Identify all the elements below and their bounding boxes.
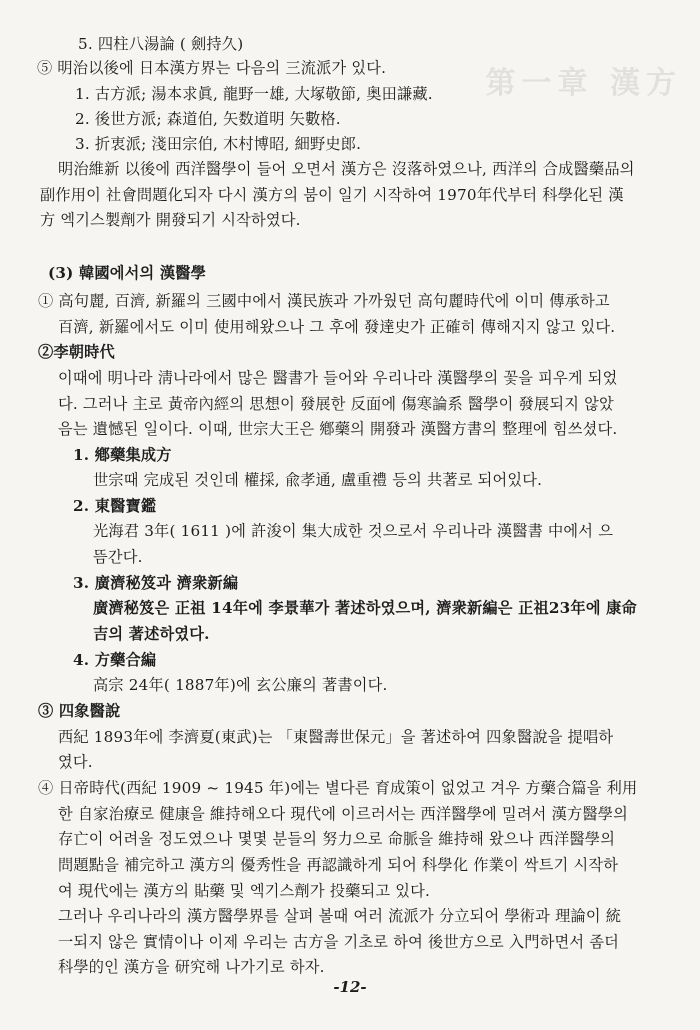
text-line-15: 음는 遺憾된 일이다. 이때, 世宗大王은 鄕藥의 開發과 漢醫方書의 整理에 힘쓰셨다.	[58, 420, 618, 438]
text-line-22: 廣濟秘笈은 正祖 14年에 李景華가 著述하였으며, 濟衆新編은 正祖23年에 康命	[93, 599, 637, 617]
text-line-6: 明治維新 以後에 西洋醫學이 들어 오면서 漢方은 沒落하였으나, 西洋의 合成醫藥品의	[58, 160, 635, 178]
page-number: -12-	[333, 978, 367, 996]
text-line-28: 였다.	[58, 753, 93, 771]
text-line-20: 뜸간다.	[93, 548, 143, 566]
text-line-26: ③ 四象醫說	[38, 702, 121, 720]
text-line-23: 吉의 著述하였다.	[93, 625, 210, 643]
text-line-10: ① 高句麗, 百濟, 新羅의 三國中에서 漢民族과 가까웠던 高句麗時代에 이미 傳承하고	[38, 292, 610, 310]
text-line-8: 方 엑기스製劑가 開發되기 시작하였다.	[40, 211, 301, 229]
text-line-3: 1. 古方派; 湯本求眞, 龍野一雄, 大塚敬節, 奥田謙藏.	[75, 85, 433, 103]
text-line-5: 3. 折衷派; 淺田宗伯, 木村博昭, 細野史郎.	[75, 135, 362, 153]
text-line-14: 다. 그러나 主로 黃帝內經의 思想이 發展한 反面에 傷寒論系 醫學이 發展되지 않았	[58, 395, 614, 413]
text-line-1: 5. 四柱八湯論 ( 劍持久)	[78, 35, 244, 53]
text-line-29: ④ 日帝時代(西紀 1909 ~ 1945 年)에는 별다른 育成策이 없었고 겨우 方藥合篇을 利用	[38, 779, 638, 797]
text-line-21: 3. 廣濟秘笈과 濟衆新編	[73, 574, 239, 592]
text-line-4: 2. 後世方派; 森道伯, 矢数道明 矢數格.	[75, 110, 341, 128]
text-line-17: 世宗때 完成된 것인데 權採, 兪孝通, 盧重禮 등의 共著로 되어있다.	[93, 471, 543, 489]
text-line-16: 1. 鄕藥集成方	[73, 446, 172, 464]
text-line-13: 이때에 明나라 淸나라에서 많은 醫書가 들어와 우리나라 漢醫學의 꽃을 피우게 되었	[58, 369, 618, 387]
text-line-19: 光海君 3年( 1611 )에 許浚이 集大成한 것으로서 우리나라 漢醫書 中에서 으	[93, 522, 614, 540]
text-line-34: 그러나 우리나라의 漢方醫學界를 살펴 볼때 여러 流派가 分立되어 學術과 理論이 統	[58, 907, 622, 925]
text-line-35: 一되지 않은 實情이나 이제 우리는 古方을 기초로 하여 後世方으로 入門하면서 좀더	[58, 933, 620, 951]
text-line-11: 百濟, 新羅에서도 이미 使用해왔으나 그 후에 發達史가 正確히 傳해지지 않고 있다.	[58, 318, 616, 336]
text-line-2: ⑤ 明治以後에 日本漢方界는 다음의 三流派가 있다.	[37, 59, 387, 77]
text-line-33: 여 現代에는 漢方의 貼藥 및 엑기스劑가 投藥되고 있다.	[58, 882, 431, 900]
text-line-31: 存亡이 어려울 정도였으나 몇몇 분들의 努力으로 命脈을 維持해 왔으나 西洋醫學의	[58, 830, 616, 848]
text-line-7: 副作用이 社會問題化되자 다시 漢方의 붐이 일기 시작하여 1970年代부터 科學化된 漢	[40, 186, 624, 204]
text-line-27: 西紀 1893年에 李濟夏(東武)는 「東醫壽世保元」을 著述하여 四象醫說을 提唱하	[58, 728, 614, 746]
text-line-36: 科學的인 漢方을 研究해 나가기로 하자.	[58, 958, 325, 976]
text-line-25: 高宗 24年( 1887年)에 玄公廉의 著書이다.	[93, 676, 388, 694]
bleed-through-text: 第一章 漢方	[485, 66, 682, 101]
text-line-9: (3) 韓國에서의 漢醫學	[48, 264, 207, 282]
text-line-24: 4. 方藥合編	[73, 651, 157, 669]
text-line-30: 한 自家治療로 健康을 維持해오다 現代에 이르러서는 西洋醫學에 밀려서 漢方醫學의	[58, 805, 629, 823]
text-line-18: 2. 東醫寶鑑	[73, 497, 157, 515]
text-line-32: 問題點을 補完하고 漢方의 優秀性을 再認識하게 되어 科學化 作業이 싹트기 시작하	[58, 856, 619, 874]
text-line-12: ②李朝時代	[38, 343, 115, 361]
